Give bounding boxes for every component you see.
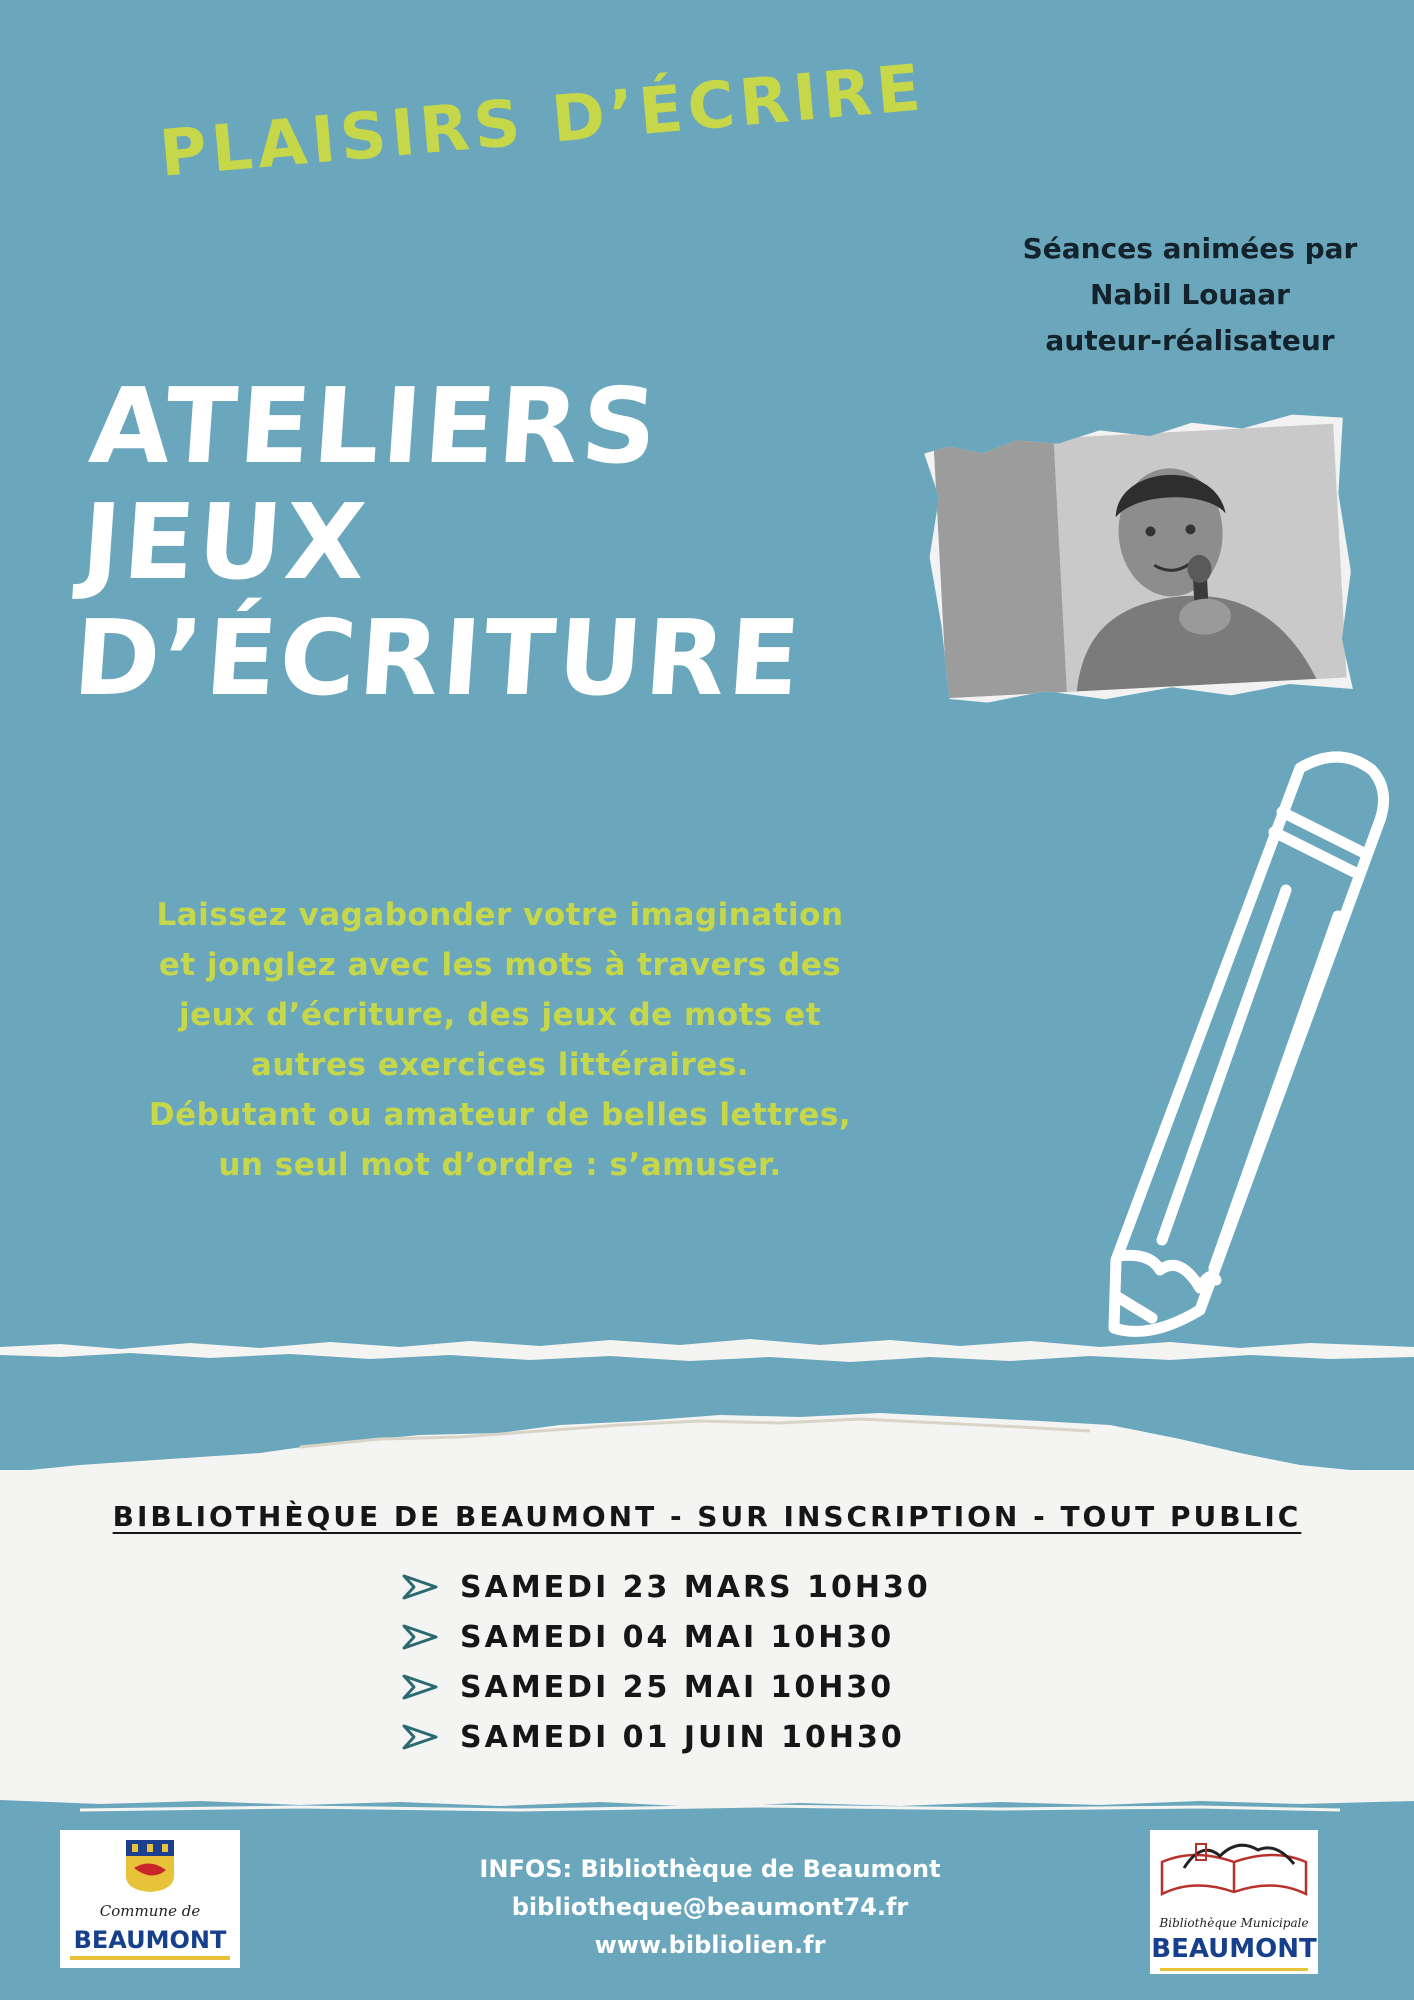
footer-infos [400, 1850, 1020, 1964]
main-title [69, 365, 914, 719]
kicker-title: PLAISIRS D’ÉCRIRE [156, 51, 929, 192]
torn-paper-edge [0, 1395, 1414, 1475]
date-text: SAMEDI 01 JUIN 10H30 [460, 1719, 905, 1755]
title-line: JEUX [77, 481, 373, 603]
date-text: SAMEDI 04 MAI 10H30 [460, 1619, 895, 1655]
pencil-icon [1090, 740, 1414, 1360]
date-list [400, 1562, 1100, 1762]
arrow-right-icon [400, 1672, 440, 1702]
description-line: et jonglez avec les mots à travers des [158, 947, 842, 983]
author-photo [923, 409, 1357, 711]
credit-line: auteur-réalisateur [1045, 324, 1335, 357]
commune-logo-script: Commune de [99, 1902, 201, 1920]
author-photo-image [934, 424, 1347, 699]
arrow-right-icon [400, 1572, 440, 1602]
title-line: D’ÉCRITURE [69, 597, 807, 719]
website-link[interactable]: www.bibliolien.fr [594, 1931, 826, 1959]
description-line: Laissez vagabonder votre imagination [156, 897, 844, 933]
commune-logo-name: BEAUMONT [73, 1926, 227, 1954]
credit-block [930, 226, 1414, 364]
library-logo [1150, 1830, 1318, 1974]
library-book-icon [1154, 1834, 1314, 1904]
date-item [400, 1612, 1100, 1662]
date-item [400, 1712, 1100, 1762]
logo-underline [1160, 1968, 1308, 1971]
logo-underline [70, 1956, 230, 1960]
title-line: ATELIERS [85, 365, 664, 487]
coat-of-arms-icon [122, 1838, 178, 1894]
description [120, 890, 880, 1190]
arrow-right-icon [400, 1622, 440, 1652]
date-text: SAMEDI 25 MAI 10H30 [460, 1669, 895, 1705]
credit-line: Nabil Louaar [1090, 278, 1290, 311]
arrow-right-icon [400, 1722, 440, 1752]
commune-logo [60, 1830, 240, 1968]
torn-paper-footer-edge [0, 1796, 1414, 1816]
library-logo-name: BEAUMONT [1151, 1934, 1317, 1964]
torn-paper-strip [0, 1335, 1414, 1365]
email-link[interactable]: bibliotheque@beaumont74.fr [511, 1893, 909, 1921]
description-line: jeux d’écriture, des jeux de mots et [178, 997, 822, 1033]
description-line: Débutant ou amateur de belles lettres, [148, 1097, 852, 1133]
infos-line: INFOS: Bibliothèque de Beaumont [479, 1855, 941, 1883]
credit-line: Séances animées par [1022, 232, 1358, 265]
date-item [400, 1662, 1100, 1712]
library-logo-script: Bibliothèque Municipale [1159, 1916, 1309, 1930]
description-line: autres exercices littéraires. [250, 1047, 750, 1083]
date-text: SAMEDI 23 MARS 10H30 [460, 1569, 931, 1605]
event-heading-text: BIBLIOTHÈQUE DE BEAUMONT - SUR INSCRIPTION - TOUT PUBLIC [112, 1500, 1302, 1533]
description-line: un seul mot d’ordre : s’amuser. [218, 1147, 782, 1183]
date-item [400, 1562, 1100, 1612]
author-portrait-icon [934, 424, 1347, 699]
event-heading [0, 1500, 1414, 1533]
